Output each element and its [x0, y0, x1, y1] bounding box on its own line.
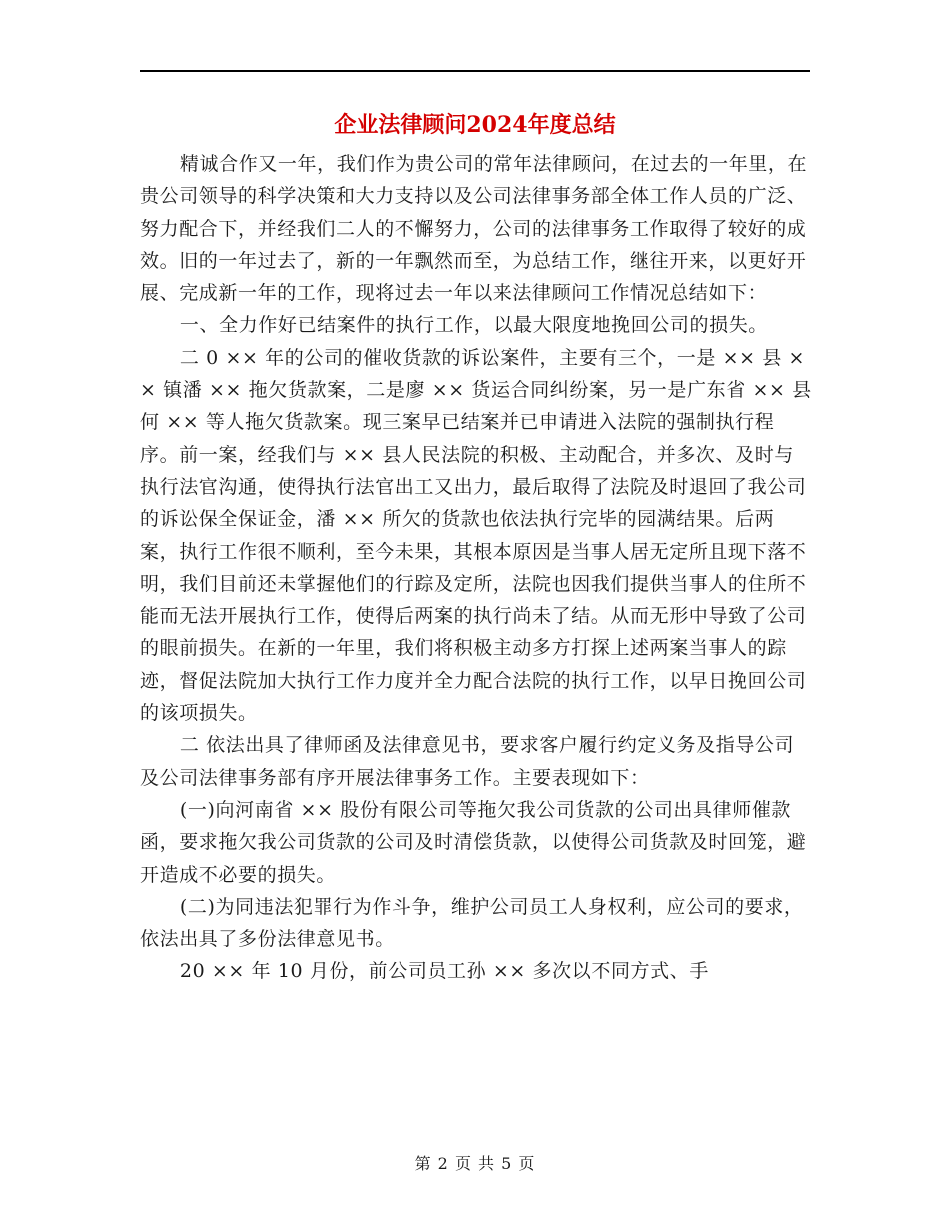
paragraph-item-1: (一)向河南省 ×× 股份有限公司等拖欠我公司货款的公司出具律师催款函，要求拖欠我公司货款的公司及时清偿货款，以使得公司货款及时回笼，避开造成不必要的损失。 — [140, 798, 807, 886]
paragraph-item-2: (二)为同违法犯罪行为作斗争，维护公司员工人身权利，应公司的要求，依法出具了多份法律意见书。 — [140, 895, 804, 951]
document-title: 企业法律顾问2024年度总结 — [334, 112, 616, 138]
page-number-footer: 第 2 页 共 5 页 — [414, 1154, 536, 1173]
paragraph-intro: 精诚合作又一年，我们作为贵公司的常年法律顾问，在过去的一年里，在贵公司领导的科学决策和大力支持以及公司法律事务部全体工作人员的广泛、努力配合下，并经我们二人的不懈努力，公司的法律事务工作取得了较好的成效。旧的一年过去了，新的一年飘然而至，为总结工作，继往开来，以更好开展、完成新一年的工作，现将过去一年以来法律顾问工作情况总结如下： — [140, 153, 808, 305]
paragraph-cases: 二 0 ×× 年的公司的催收货款的诉讼案件，主要有三个，一是 ×× 县 ×× 镇潘 ×× 拖欠货款案，二是廖 ×× 货运合同纠纷案，另一是广东省 ×× 县何 ×× 等人拖欠货款案。现三案早已结案并已申请进入法院的强制执行程序。前一案，经我们与 ×× 县人民法院的积极、主动配合，并多次、及时与执行法官沟通，使得执行法官出工又出力，最后取得了法院及时退回了我公司的诉讼保全保证金，潘 ×× 所欠的货款也依法执行完毕的园满结果。后两案，执行工作很不顺利，至今未果，其根本原因是当事人居无定所且现下落不明，我们目前还未掌握他们的行踪及定所，法院也因我们提供当事人的住所不能而无法开展执行工作，使得后两案的执行尚未了结。从而无形中导致了公司的眼前损失。在新的一年里，我们将积极主动多方打探上述两案当事人的踪迹，督促法院加大执行工作力度并全力配合法院的执行工作，以早日挽回公司的该项损失。 — [140, 346, 812, 725]
header-rule — [140, 70, 810, 72]
paragraph-section-1-heading: 一、全力作好已结案件的执行工作，以最大限度地挽回公司的损失。 — [179, 314, 768, 337]
paragraph-continuation: 20 ×× 年 10 月份，前公司员工孙 ×× 多次以不同方式、手 — [179, 960, 709, 983]
document-body — [140, 148, 812, 988]
paragraph-section-2-heading: 二 依法出具了律师函及法律意见书，要求客户履行约定义务及指导公司及公司法律事务部有序开展法律事务工作。主要表现如下： — [140, 734, 795, 789]
